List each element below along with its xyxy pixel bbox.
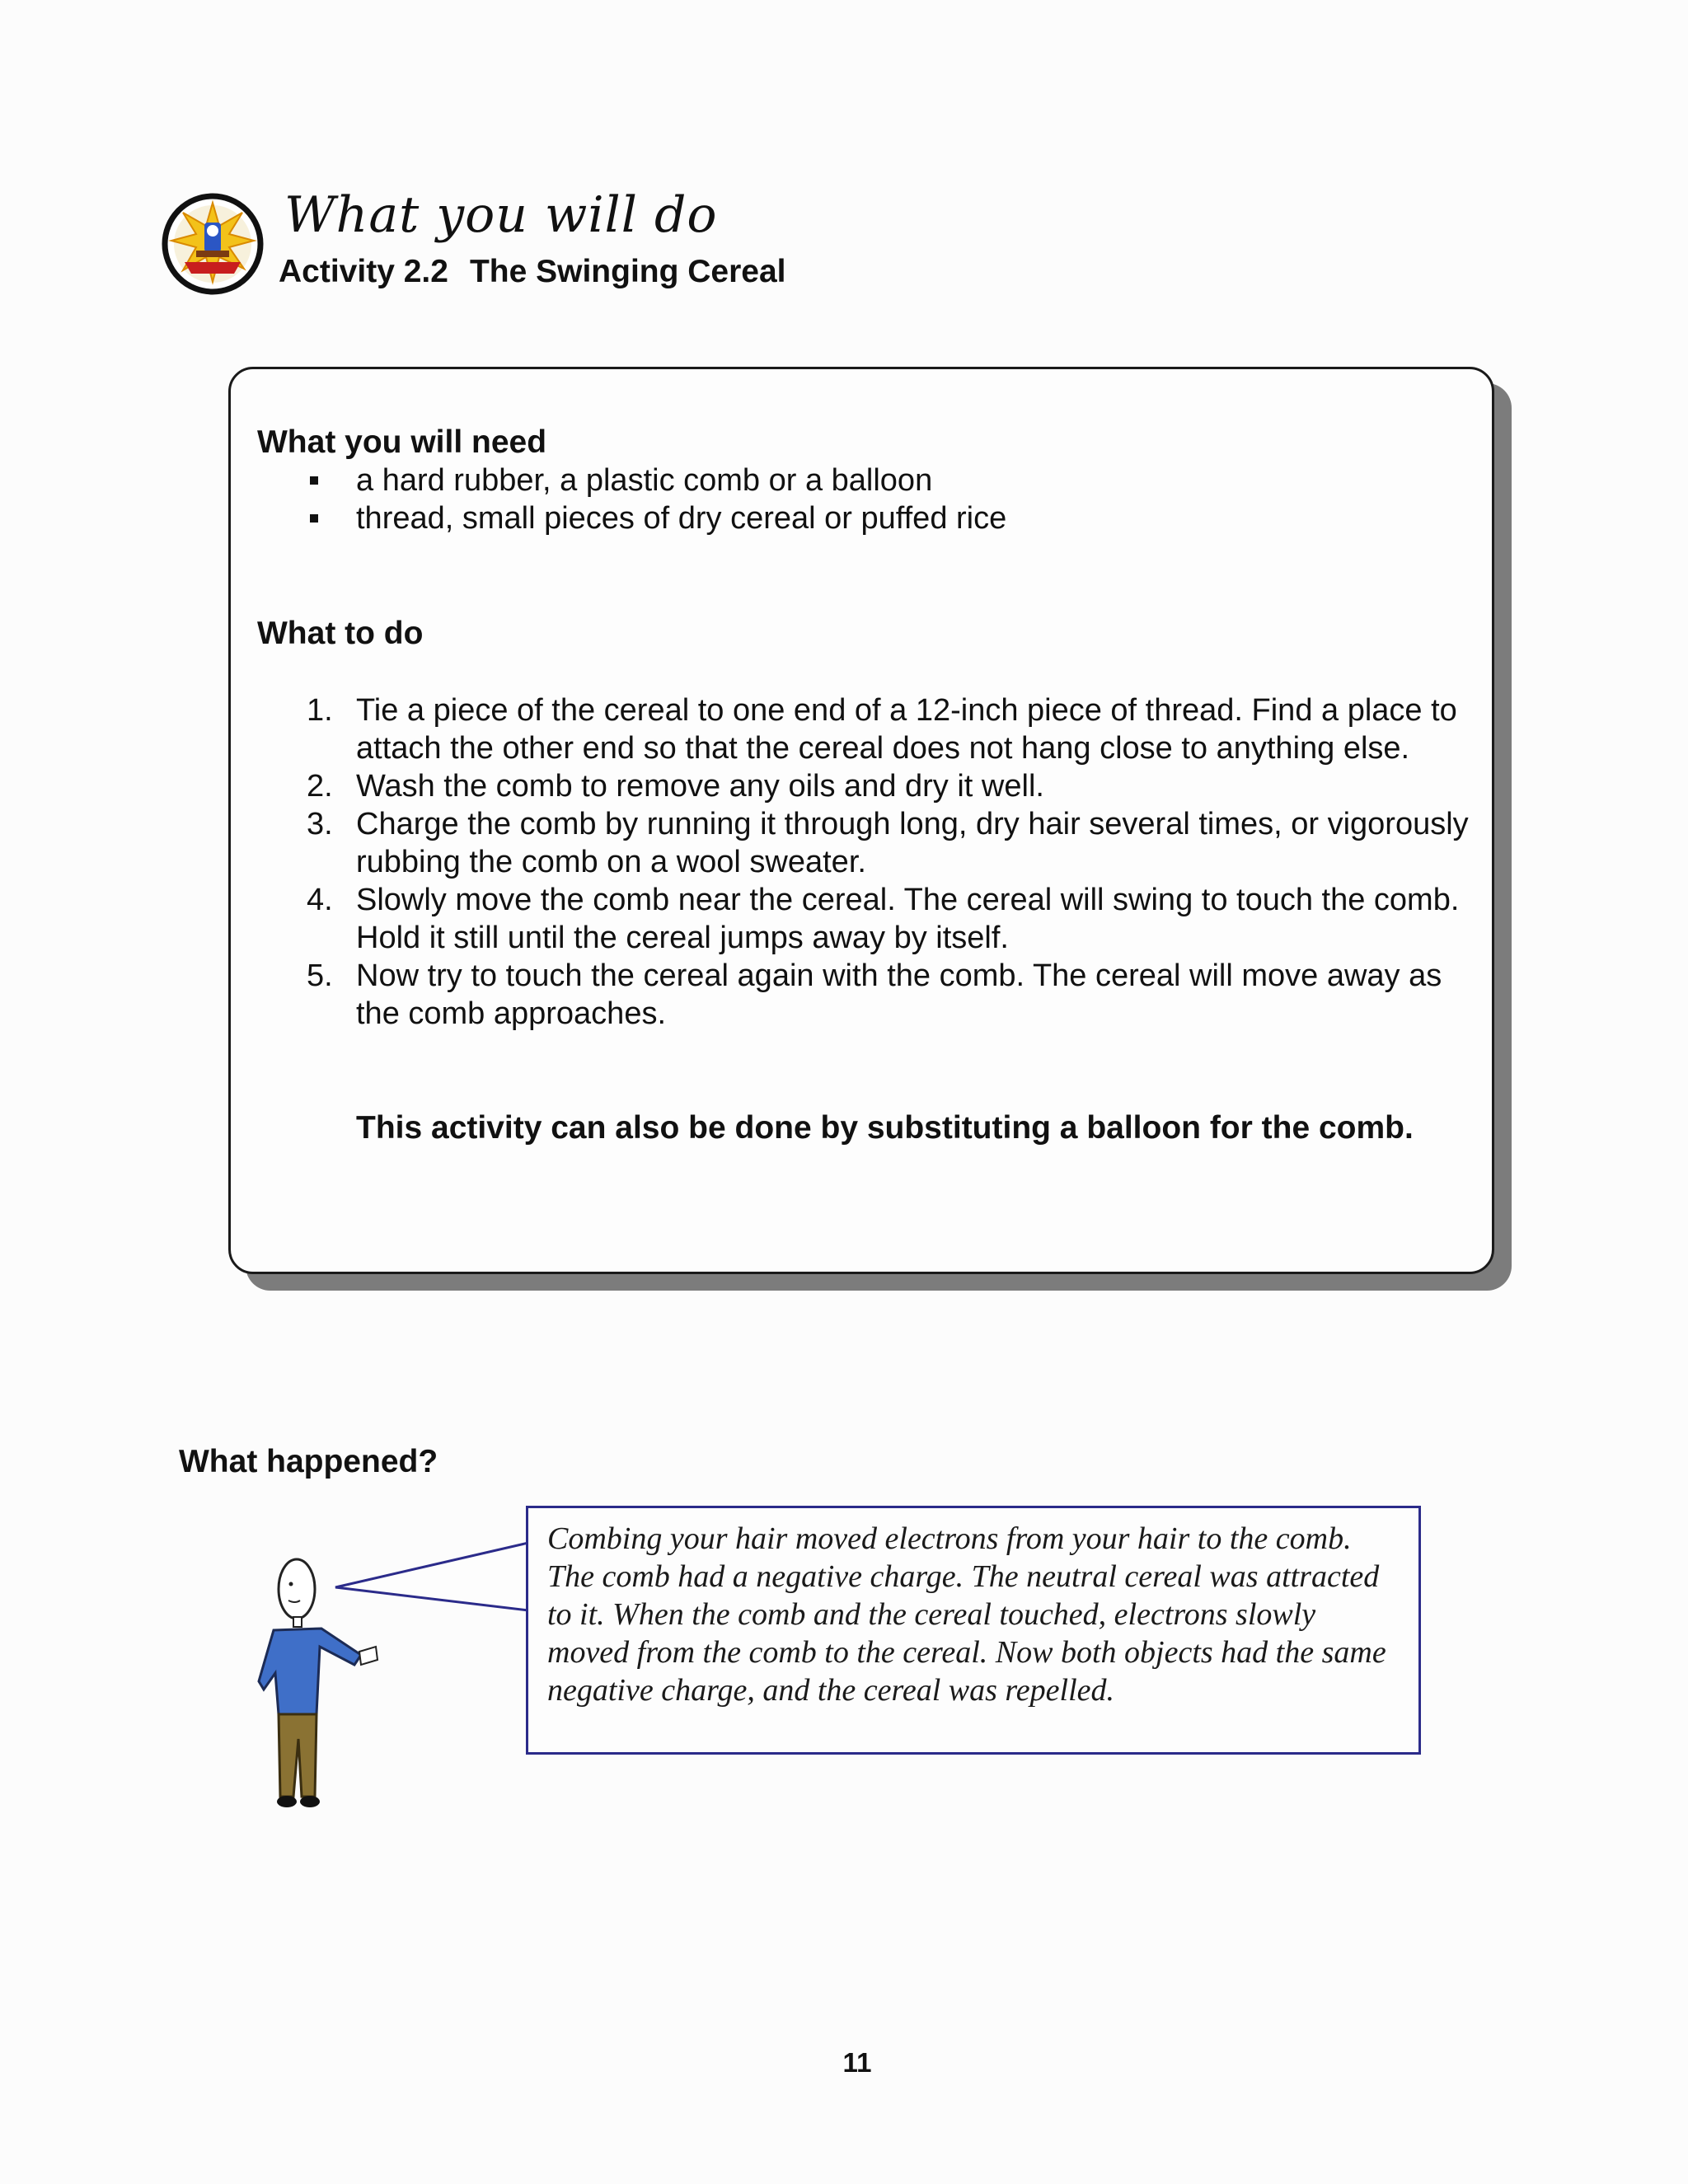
bullet-icon: [310, 514, 318, 523]
explanation-text: Combing your hair moved electrons from your hair to the comb. The comb had a negative charge. The neutral cereal was attracted to it. When the comb and the cereal touched, electrons slowly moved from the comb to the cereal. Now both objects had the same negative charge, and the cereal was repelled.: [547, 1521, 1386, 1708]
page-number: 11: [842, 2047, 872, 2078]
steps-list: [307, 691, 1477, 1033]
section-title: What you will do: [284, 186, 718, 244]
bullet-icon: [310, 476, 318, 485]
activity-title: [279, 254, 786, 290]
speech-pointer: [334, 1541, 532, 1624]
result-heading: What happened?: [179, 1444, 438, 1479]
steps-heading: What to do: [257, 616, 424, 651]
activity-number: Activity 2.2: [279, 254, 448, 289]
activity-name: The Swinging Cereal: [469, 254, 786, 289]
science-badge-icon: [162, 193, 264, 295]
list-item: 5. Now try to touch the cereal again with the comb. The cereal will move away as the comb approaches.: [307, 958, 1442, 1031]
list-item: 1. Tie a piece of the cereal to one end of a 12-inch piece of thread. Find a place to attach the other end so that the cereal does not hang close to anything else.: [307, 693, 1457, 766]
materials-list: [307, 462, 1006, 537]
list-item: 4. Slowly move the comb near the cereal. The cereal will swing to touch the comb. Hold it still until the cereal jumps away by itself.: [307, 883, 1460, 955]
list-item: thread, small pieces of dry cereal or puffed rice: [307, 499, 1006, 537]
list-item: a hard rubber, a plastic comb or a balloon: [307, 462, 1006, 499]
list-item: 2. Wash the comb to remove any oils and dry it well.: [307, 769, 1044, 804]
materials-heading: What you will need: [257, 424, 547, 460]
list-item: 3. Charge the comb by running it through long, dry hair several times, or vigorously rubbing the comb on a wool sweater.: [307, 807, 1469, 879]
activity-note: This activity can also be done by substituting a balloon for the comb.: [356, 1110, 1414, 1146]
